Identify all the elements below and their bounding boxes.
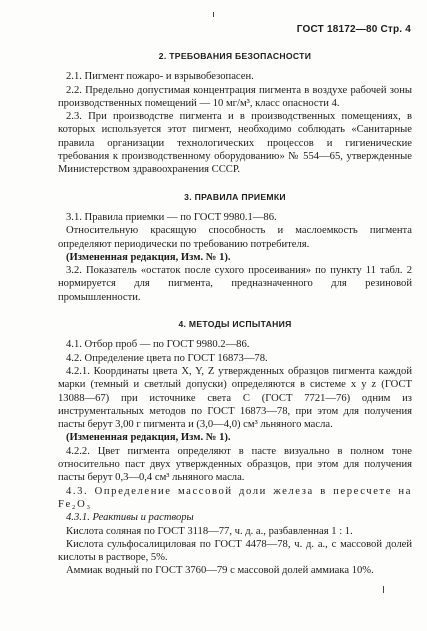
paragraph-2-1: 2.1. Пигмент пожаро- и взрывобезопасен. — [66, 71, 254, 83]
amendment-note: (Измененная редакция, Изм. № 1). — [66, 251, 231, 263]
section-title-acceptance: 3. ПРАВИЛА ПРИЕМКИ — [184, 191, 286, 202]
paragraph-4-3: 4.3. Определение массовой доли железа в пересчете на Fe₂O₃ — [58, 485, 412, 510]
reagent-sulfosalicylic-acid: Кислота сульфосалициловая по ГОСТ 4478—78, ч. д. а., с массовой долей кислоты в растворе, 5%. — [58, 538, 412, 564]
scan-speck — [383, 586, 384, 593]
scan-speck — [213, 12, 214, 17]
section-title-safety: 2. ТРЕБОВАНИЯ БЕЗОПАСНОСТИ — [158, 51, 312, 61]
amendment-note: (Измененная редакция, Изм. № 1). — [66, 432, 231, 444]
paragraph-4-3-1: 4.3.1. Реактивы и растворы — [66, 512, 194, 524]
paragraph-4-2-2: 4.2.2. Цвет пигмента определяют в пасте визуально в полном тоне относительно паст двух утвержденных образцов, при этом для получения пасты берут 0,3—0,4 см³ льняного масла. — [58, 445, 412, 484]
reagent-ammonia: Аммиак водный по ГОСТ 3760—79 с массовой долей аммиака 10%. — [66, 565, 374, 577]
paragraph-4-2-1: 4.2.1. Координаты цвета X, Y, Z утвержденных образцов пигмента каждой марки (темный и светлый допуски) определяются в системе x y z (ГОСТ 13088—67) при источнике света С (ГОСТ 7721—76) одним из инструментальных методов по ГОСТ 16873—78, при этом для получения пасты берут 3,00 г пигмента и (3,0—4,0) см³ льняного масла. — [58, 365, 412, 431]
reagent-hydrochloric-acid: Кислота соляная по ГОСТ 3118—77, ч. д. а., разбавленная 1 : 1. — [66, 525, 353, 537]
page-header: ГОСТ 18172—80 Стр. 4 — [296, 24, 411, 35]
paragraph-3-2: 3.2. Показатель «остаток после сухого просеивания» по пункту 11 табл. 2 нормируется для пигмента, предназначенного для резиновой промышленности. — [58, 265, 412, 303]
paragraph-2-2: 2.2. Предельно допустимая концентрация пигмента в воздухе рабочей зоны производственных помещений — 10 мг/м³, класс опасности 4. — [58, 84, 412, 109]
paragraph-4-2: 4.2. Определение цвета по ГОСТ 16873—78. — [66, 352, 268, 364]
paragraph-2-3: 2.3. При производстве пигмента и в производственных помещениях, в которых используется этот пигмент, необходимо соблюдать «Санитарные правила организации технологических процессов и гигиенические требования к производственному оборудованию» № 554—65, утвержденные Министерством здравоохранения СССР. — [58, 111, 412, 176]
section-title-test-methods: 4. МЕТОДЫ ИСПЫТАНИЯ — [178, 319, 292, 330]
paragraph-4-1: 4.1. Отбор проб — по ГОСТ 9980.2—86. — [66, 339, 250, 351]
paragraph-3-1-b: Относительную красящую способность и маслоемкость пигмента определяют периодически по требованию потребителя. — [58, 225, 412, 250]
document-body — [58, 50, 412, 578]
paragraph-3-1: 3.1. Правила приемки — по ГОСТ 9980.1—86. — [66, 211, 277, 223]
